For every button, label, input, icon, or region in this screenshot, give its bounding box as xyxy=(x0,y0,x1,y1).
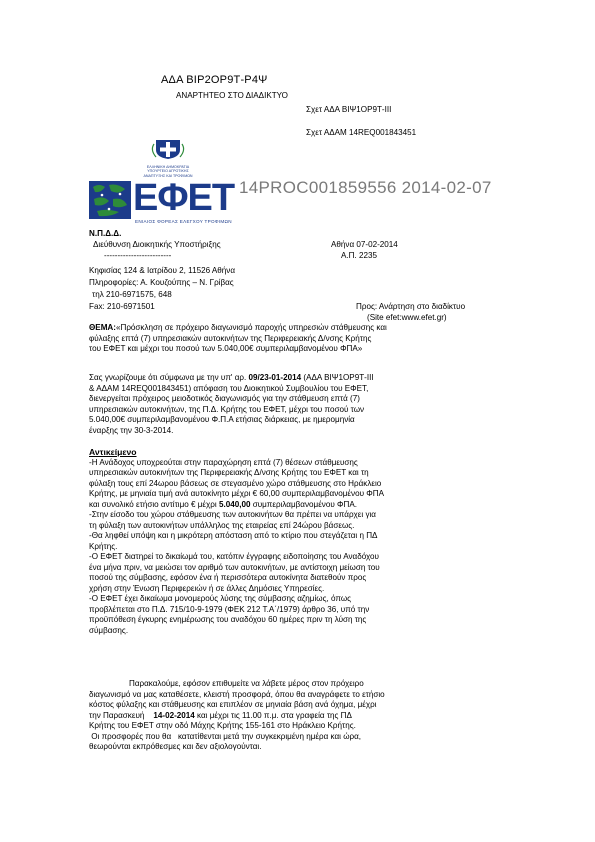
subject-label: ΘΕΜΑ: xyxy=(89,323,116,332)
related-adam: Σχετ ΑΔΑΜ 14REQ001843451 xyxy=(306,128,417,137)
ada-line: ΑΔΑ ΒΙΡ2ΟΡ9Τ-Ρ4Ψ xyxy=(161,74,268,86)
intro-line-6: έναρξης την 30-3-2014. xyxy=(89,425,174,435)
object-p1-last-pre: και συνολικό ετήσιο αντίτιμο € μέχρι xyxy=(89,499,219,509)
decision-number: 09/23-01-2014 xyxy=(248,373,302,382)
object-p1-line-4: Κρήτης, με μηνιαία τιμή ανά αυτοκίνητο μέχρι € 60,00 συμπεριλαμβανομένου ΦΠΑ xyxy=(89,489,384,498)
closing-line-3: κόστος φύλαξης και στάθμευσης και επιπλέον σε μηνιαία βάση ανά όχημα, μέχρι xyxy=(89,700,377,709)
intro-post: (ΑΔΑ ΒΙΨ1ΟΡ9Τ-ΙΙΙ xyxy=(301,373,374,382)
closing-l4-post: και μέχρι τις 11.00 π.μ. στα γραφεία της ΠΔ xyxy=(194,710,352,720)
emblem-line-1: ΕΛΛΗΝΙΚΗ ΔΗΜΟΚΡΑΤΙΑ xyxy=(146,165,190,169)
sender-info: Πληροφορίες: Α. Κουζούπης – Ν. Γρίβας xyxy=(89,278,234,287)
sender-address: Κηφισίας 124 & Ιατρίδου 2, 11526 Αθήνα xyxy=(89,266,236,275)
closing-paragraph xyxy=(89,679,513,753)
subject-block xyxy=(89,323,513,355)
object-p1-last-post: συμπεριλαμβανομένου ΦΠΑ. xyxy=(250,499,357,509)
object-p2-line-2: τη φύλαξη των αυτοκινήτων υπάλληλος της εταιρείας επί 24ώρου βάσεως. xyxy=(89,520,355,530)
closing-line-2: διαγωνισμό να μας καταθέσετε, κλειστή προσφορά, όπου θα αναγράφετε το ετήσιο xyxy=(89,689,385,699)
greek-emblem xyxy=(134,138,202,180)
object-p5-line-4: σύμβασης. xyxy=(89,625,129,635)
object-p5-line-2: προβλέπεται στο Π.Δ. 715/10-9-1979 (ΦΕΚ 212 Τ.Α΄/1979) άρθρο 36, υπό την xyxy=(89,604,370,614)
object-p4-line-3: ποσού της σύμβασης, εφόσον ένα ή περισσότερα αυτοκίνητα διατεθούν προς xyxy=(89,573,367,582)
recipient-site: (Site efet:www.efet.gr) xyxy=(367,313,447,322)
object-p5-line-3: προϋπόθεση έγκυρης ενημέρωσης του αναδόχου 60 ημέρες πριν τη λύση της xyxy=(89,615,367,624)
object-p4-line-4: χρήση στην Ένωση Περιφερειών ή σε άλλες Δημόσιες Υπηρεσίες. xyxy=(89,583,325,593)
directorate: Διεύθυνση Διοικητικής Υποστήριξης xyxy=(93,240,221,249)
intro-line-4: υπηρεσιακών αυτοκινήτων, της Π.Δ. Κρήτης του ΕΦΕΤ, μέχρι του ποσού των xyxy=(89,404,365,414)
object-p1-line-3: φύλαξη τους επί 24ωρου βάσεως σε στεγασμένο χώρο στάθμευσης στο Ηράκλειο xyxy=(89,478,382,488)
object-p3-line-2: Κρήτης. xyxy=(89,541,118,551)
closing-line-1: Παρακαλούμε, εφόσον επιθυμείτε να λάβετε μέρος στον πρόχειρο xyxy=(129,679,364,688)
subject-line-1: «Πρόσκληση σε πρόχειρο διαγωνισμό παροχής υπηρεσιών στάθμευσης και xyxy=(115,323,387,332)
intro-paragraph xyxy=(89,373,513,436)
deadline-date: 14-02-2014 xyxy=(153,710,195,720)
object-section xyxy=(89,447,513,636)
sender-phone: τηλ 210-6971575, 648 xyxy=(92,290,172,299)
efet-wordmark: ΕΦΕΤ xyxy=(133,177,235,219)
efet-tagline: ΕΝΙΑΙΟΣ ΦΟΡΕΑΣ ΕΛΕΓΧΟΥ ΤΡΟΦΙΜΩΝ xyxy=(135,219,232,224)
closing-line-5: Κρήτης του ΕΦΕΤ στην οδό Μάχης Κρήτης 155-161 στο Ηράκλειο Κρήτης. xyxy=(89,721,356,730)
intro-pre: Σας γνωρίζουμε ότι σύμφωνα με την υπ' αρ. xyxy=(89,373,249,382)
protocol-stamp: 14PROC001859556 2014-02-07 xyxy=(239,178,492,197)
subject-line-3: του ΕΦΕΤ και μέχρι του ποσού των 5.040,00€ συμπεριλαμβανομένου ΦΠΑ» xyxy=(89,344,363,353)
object-heading: Αντικείμενο xyxy=(89,447,137,457)
object-p4-line-1: -Ο ΕΦΕΤ διατηρεί το δικαίωμά του, κατόπιν έγγραφης ειδοποίησης του Αναδόχου xyxy=(89,552,379,561)
coat-of-arms-icon xyxy=(134,138,202,160)
intro-line-2: & ΑΔΑΜ 14REQ001843451) απόφαση του Διοικητικού Συμβουλίου του ΕΦΕΤ, xyxy=(89,383,369,393)
posted-online-label: ΑΝΑΡΤΗΤΕΟ ΣΤΟ ΔΙΑΔΙΚΤΥΟ xyxy=(176,91,288,100)
efet-logo xyxy=(89,177,235,225)
subject-line-2: φύλαξης επτά (7) υπηρεσιακών αυτοκινήτων της Περιφερειακής Δ/νσης Κρήτης xyxy=(89,333,372,343)
sender-fax: Fax: 210-6971501 xyxy=(89,302,155,311)
crete-map-icon xyxy=(89,181,131,219)
protocol-number: Α.Π. 2235 xyxy=(341,251,377,260)
object-p4-line-2: ένα μήνα πριν, να μειώσει τον αριθμό των αυτοκινήτων, με αντίστοιχη μείωση του xyxy=(89,562,380,572)
object-p2-line-1: -Στην είσοδο του χώρου στάθμευσης των αυτοκινήτων θα πρέπει να υπάρχει για xyxy=(89,510,376,519)
closing-line-6: Οι προσφορές που θα κατατίθενται μετά την συγκεκριμένη ημέρα και ώρα, xyxy=(89,731,362,741)
object-p3-line-1: -Θα ληφθεί υπόψη και η μικρότερη απόσταση από το κτίριο που στεγάζεται η ΠΔ xyxy=(89,531,378,540)
closing-line-7: θεωρούνται εκπρόθεσμες και δεν αξιολογούνται. xyxy=(89,742,262,751)
emblem-line-2: ΥΠΟΥΡΓΕΙΟ ΑΓΡΟΤΙΚΗΣ xyxy=(147,169,189,174)
document-date: Αθήνα 07-02-2014 xyxy=(331,240,398,249)
emblem-line-3: ΑΝΑΠΤΥΞΗΣ ΚΑΙ ΤΡΟΦΙΜΩΝ xyxy=(143,173,193,178)
related-ada: Σχετ ΑΔΑ ΒΙΨ1ΟΡ9Τ-ΙΙΙ xyxy=(306,105,392,114)
npdd-label: Ν.Π.Δ.Δ. xyxy=(89,229,122,238)
recipient: Προς: Ανάρτηση στο διαδίκτυο xyxy=(356,302,466,311)
object-p1-line-1: -Η Ανάδοχος υποχρεούται στην παραχώρηση επτά (7) θέσεων στάθμευσης xyxy=(89,457,358,467)
object-p5-line-1: -Ο ΕΦΕΤ έχει δικαίωμα μονομερούς λύσης της σύμβασης αζημίως, όπως xyxy=(89,594,352,603)
annual-amount: 5.040,00 xyxy=(218,499,251,509)
closing-l4-pre: την Παρασκευή xyxy=(89,710,154,720)
intro-line-5: 5.040,00€ συμπεριλαμβανομένου Φ.Π.Α ετήσιας διάρκειας, με ημερομηνία xyxy=(89,415,355,424)
dashes-separator: ------------------------- xyxy=(104,251,172,260)
intro-line-3: διενεργείται πρόχειρος μειοδοτικός διαγωνισμός για την στάθμευση επτά (7) xyxy=(89,394,360,403)
object-p1-line-2: υπηρεσιακών αυτοκινήτων της Περιφερειακής Δ/νσης Κρήτης του ΕΦΕΤ και τη xyxy=(89,468,369,477)
